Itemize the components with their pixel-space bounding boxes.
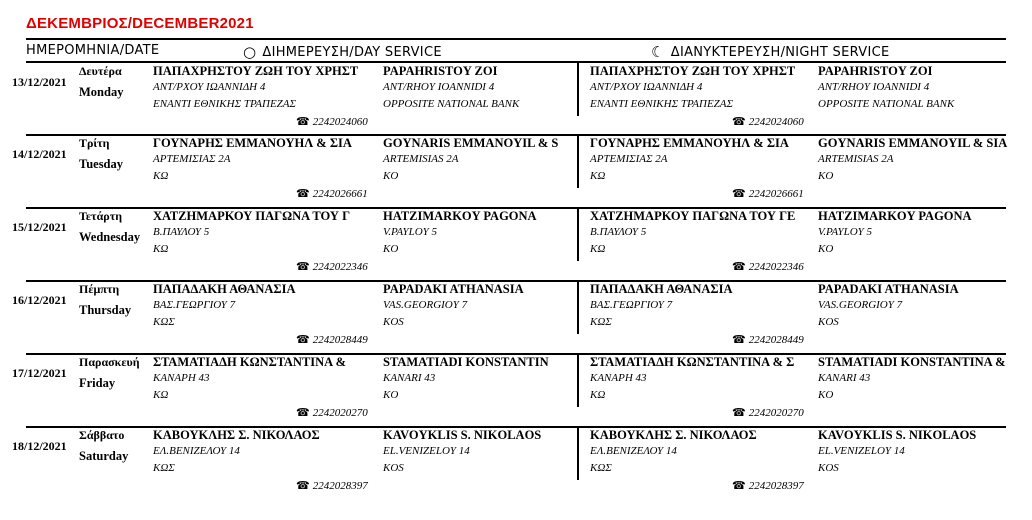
- phone-number: 2242024060: [748, 116, 804, 128]
- day-pharmacy-address-en: KANARI 43: [383, 372, 436, 384]
- column-divider: [577, 134, 579, 188]
- weekday-greek: Τρίτη: [79, 136, 110, 150]
- weekday-english: Friday: [79, 376, 116, 390]
- day-pharmacy-note-gr: ΚΩ: [153, 243, 169, 255]
- night-pharmacy-address-en: V.PAYLOY 5: [818, 226, 873, 238]
- weekday-greek: Παρασκευή: [79, 355, 140, 369]
- row-date: 14/12/2021: [12, 147, 67, 161]
- phone-icon: ☎: [732, 407, 746, 419]
- weekday-english: Thursday: [79, 303, 132, 317]
- weekday-greek: Τετάρτη: [79, 209, 123, 223]
- night-pharmacy-note-en: KOS: [818, 316, 839, 328]
- day-pharmacy-name-en: STAMATIADI KONSTANTIN: [383, 355, 549, 369]
- night-pharmacy-note-en: KO: [818, 389, 834, 401]
- night-pharmacy-note-gr: ΕΝΑΝΤΙ ΕΘΝΙΚΗΣ ΤΡΑΠΕΖΑΣ: [590, 98, 734, 110]
- night-pharmacy-note-en: KOS: [818, 462, 839, 474]
- phone-icon: ☎: [732, 480, 746, 492]
- day-pharmacy-name-gr: ΣΤΑΜΑΤΙΑΔΗ ΚΩΝΣΤΑΝΤΙΝΑ &: [153, 355, 347, 369]
- phone-number: 2242020270: [748, 407, 804, 419]
- phone-icon: ☎: [296, 407, 310, 419]
- night-pharmacy-address-en: ARTEMISIAS 2A: [818, 153, 894, 165]
- weekday-greek: Δευτέρα: [79, 64, 122, 78]
- phone-icon: ☎: [296, 334, 310, 346]
- day-pharmacy-address-en: ANT/RHOY IOANNIDI 4: [383, 81, 495, 93]
- column-divider: [577, 207, 579, 261]
- day-pharmacy-note-gr: ΚΩ: [153, 389, 169, 401]
- day-service-label: ΔΙΗΜΕΡΕΥΣΗ/DAY SERVICE: [262, 45, 442, 60]
- night-pharmacy-address-gr: ΕΛ.ΒΕΝΙΖΕΛΟΥ 14: [590, 445, 677, 457]
- column-divider: [577, 280, 579, 334]
- night-pharmacy-note-gr: ΚΩΣ: [590, 462, 612, 474]
- day-pharmacy-address-gr: ΑΝΤ/ΡΧΟΥ ΙΩΑΝΝΙΔΗ 4: [153, 81, 266, 93]
- phone-number: 2242024060: [312, 116, 368, 128]
- table-row: [0, 62, 1032, 132]
- phone-icon: ☎: [732, 116, 746, 128]
- phone-icon: ☎: [296, 116, 310, 128]
- day-pharmacy-name-en: PAPADAKI ATHANASIA: [383, 282, 524, 296]
- night-pharmacy-note-en: KO: [818, 243, 834, 255]
- night-pharmacy-phone: [732, 479, 804, 492]
- page-title: ΔΕΚΕΜΒΡΙΟΣ/DECEMBER2021: [26, 15, 254, 32]
- night-pharmacy-address-en: KANARI 43: [818, 372, 871, 384]
- row-date: 15/12/2021: [12, 220, 67, 234]
- weekday-english: Wednesday: [79, 230, 141, 244]
- night-pharmacy-note-gr: ΚΩ: [590, 170, 606, 182]
- day-pharmacy-name-gr: ΠΑΠΑΧΡΗΣΤΟΥ ΖΩΗ ΤΟΥ ΧΡΗΣΤ: [153, 64, 359, 78]
- day-pharmacy-phone: [296, 260, 368, 273]
- day-service-header: [243, 43, 442, 61]
- night-pharmacy-phone: [732, 260, 804, 273]
- night-pharmacy-name-gr: ΠΑΠΑΔΑΚΗ ΑΘΑΝΑΣΙΑ: [590, 282, 733, 296]
- day-pharmacy-note-en: KO: [383, 389, 399, 401]
- night-pharmacy-address-gr: Β.ΠΑΥΛΟΥ 5: [590, 226, 647, 238]
- night-pharmacy-address-gr: ΒΑΣ.ΓΕΩΡΓΙΟΥ 7: [590, 299, 673, 311]
- phone-number: 2242028449: [312, 334, 368, 346]
- table-row: [0, 353, 1032, 423]
- day-pharmacy-note-en: KO: [383, 170, 399, 182]
- night-pharmacy-address-en: EL.VENIZELOY 14: [818, 445, 905, 457]
- column-divider: [577, 426, 579, 480]
- day-pharmacy-note-en: OPPOSITE NATIONAL BANK: [383, 98, 520, 110]
- night-pharmacy-phone: [732, 115, 804, 128]
- day-pharmacy-phone: [296, 406, 368, 419]
- phone-number: 2242020270: [312, 407, 368, 419]
- night-pharmacy-address-en: VAS.GEORGIOY 7: [818, 299, 903, 311]
- day-pharmacy-note-gr: ΕΝΑΝΤΙ ΕΘΝΙΚΗΣ ΤΡΑΠΕΖΑΣ: [153, 98, 297, 110]
- phone-icon: ☎: [296, 188, 310, 200]
- day-pharmacy-note-gr: ΚΩ: [153, 170, 169, 182]
- night-pharmacy-name-gr: ΓΟΥΝΑΡΗΣ ΕΜΜΑΝΟΥΗΛ & ΣΙΑ: [590, 136, 789, 150]
- phone-icon: ☎: [732, 261, 746, 273]
- moon-icon: ☾: [651, 43, 665, 61]
- day-pharmacy-phone: [296, 333, 368, 346]
- phone-number: 2242026661: [312, 188, 368, 200]
- night-pharmacy-note-en: OPPOSITE NATIONAL BANK: [818, 98, 955, 110]
- phone-icon: ☎: [732, 188, 746, 200]
- weekday-greek: Σάββατο: [79, 428, 125, 442]
- table-row: [0, 134, 1032, 204]
- day-pharmacy-name-en: PAPAHRISTOY ZOI: [383, 64, 498, 78]
- night-pharmacy-address-en: ANT/RHOY IOANNIDI 4: [818, 81, 930, 93]
- table-row: [0, 280, 1032, 350]
- header-top-rule: [26, 38, 1006, 40]
- phone-number: 2242028397: [312, 480, 368, 492]
- table-row: [0, 207, 1032, 277]
- day-pharmacy-phone: [296, 115, 368, 128]
- day-pharmacy-phone: [296, 479, 368, 492]
- day-pharmacy-name-gr: ΚΑΒΟΥΚΛΗΣ Σ. ΝΙΚΟΛΑΟΣ: [153, 428, 320, 442]
- weekday-english: Monday: [79, 85, 124, 99]
- table-row: [0, 426, 1032, 496]
- day-pharmacy-address-gr: Β.ΠΑΥΛΟΥ 5: [153, 226, 210, 238]
- night-pharmacy-note-en: KO: [818, 170, 834, 182]
- night-pharmacy-name-en: HATZIMARKOY PAGONA: [818, 209, 972, 223]
- weekday-greek: Πέμπτη: [79, 282, 120, 296]
- day-pharmacy-phone: [296, 187, 368, 200]
- phone-icon: ☎: [296, 261, 310, 273]
- night-pharmacy-name-en: PAPADAKI ATHANASIA: [818, 282, 959, 296]
- night-pharmacy-address-gr: ΑΝΤ/ΡΧΟΥ ΙΩΑΝΝΙΔΗ 4: [590, 81, 703, 93]
- weekday-english: Saturday: [79, 449, 129, 463]
- phone-icon: ☎: [296, 480, 310, 492]
- night-service-label: ΔΙΑΝΥΚΤΕΡΕΥΣΗ/NIGHT SERVICE: [670, 45, 890, 60]
- night-pharmacy-name-gr: ΚΑΒΟΥΚΛΗΣ Σ. ΝΙΚΟΛΑΟΣ: [590, 428, 757, 442]
- row-date: 18/12/2021: [12, 439, 67, 453]
- day-pharmacy-name-gr: ΓΟΥΝΑΡΗΣ ΕΜΜΑΝΟΥΗΛ & ΣΙΑ: [153, 136, 352, 150]
- night-pharmacy-note-gr: ΚΩ: [590, 389, 606, 401]
- night-pharmacy-note-gr: ΚΩΣ: [590, 316, 612, 328]
- night-pharmacy-name-gr: ΣΤΑΜΑΤΙΑΔΗ ΚΩΝΣΤΑΝΤΙΝΑ & Σ: [590, 355, 795, 369]
- row-date: 16/12/2021: [12, 293, 67, 307]
- row-date: 17/12/2021: [12, 366, 67, 380]
- night-pharmacy-address-gr: ΑΡΤΕΜΙΣΙΑΣ 2Α: [590, 153, 668, 165]
- day-pharmacy-address-gr: ΑΡΤΕΜΙΣΙΑΣ 2Α: [153, 153, 231, 165]
- day-pharmacy-name-gr: ΧΑΤΖΗΜΑΡΚΟΥ ΠΑΓΩΝΑ ΤΟΥ Γ: [153, 209, 351, 223]
- night-pharmacy-phone: [732, 406, 804, 419]
- phone-icon: ☎: [732, 334, 746, 346]
- phone-number: 2242028449: [748, 334, 804, 346]
- day-pharmacy-name-en: GOYNARIS EMMANOYIL & S: [383, 136, 559, 150]
- day-pharmacy-address-en: VAS.GEORGIOY 7: [383, 299, 468, 311]
- day-pharmacy-note-en: KO: [383, 243, 399, 255]
- day-pharmacy-name-gr: ΠΑΠΑΔΑΚΗ ΑΘΑΝΑΣΙΑ: [153, 282, 296, 296]
- night-pharmacy-name-gr: ΧΑΤΖΗΜΑΡΚΟΥ ΠΑΓΩΝΑ ΤΟΥ ΓΕ: [590, 209, 796, 223]
- day-pharmacy-note-gr: ΚΩΣ: [153, 316, 175, 328]
- day-pharmacy-address-en: ARTEMISIAS 2A: [383, 153, 459, 165]
- night-pharmacy-name-en: GOYNARIS EMMANOYIL & SIA: [818, 136, 1008, 150]
- sun-icon: ○: [243, 43, 257, 61]
- night-pharmacy-note-gr: ΚΩ: [590, 243, 606, 255]
- night-pharmacy-name-gr: ΠΑΠΑΧΡΗΣΤΟΥ ΖΩΗ ΤΟΥ ΧΡΗΣΤ: [590, 64, 796, 78]
- phone-number: 2242022346: [748, 261, 804, 273]
- column-divider: [577, 62, 579, 116]
- phone-number: 2242026661: [748, 188, 804, 200]
- day-pharmacy-address-en: V.PAYLOY 5: [383, 226, 438, 238]
- day-pharmacy-address-en: EL.VENIZELOY 14: [383, 445, 470, 457]
- day-pharmacy-name-en: KAVOYKLIS S. NIKOLAOS: [383, 428, 542, 442]
- night-pharmacy-name-en: PAPAHRISTOY ZOI: [818, 64, 933, 78]
- night-service-header: [651, 43, 889, 61]
- night-pharmacy-phone: [732, 187, 804, 200]
- day-pharmacy-note-en: KOS: [383, 316, 404, 328]
- row-date: 13/12/2021: [12, 75, 67, 89]
- night-pharmacy-name-en: KAVOYKLIS S. NIKOLAOS: [818, 428, 977, 442]
- phone-number: 2242022346: [312, 261, 368, 273]
- day-pharmacy-name-en: HATZIMARKOY PAGONA: [383, 209, 537, 223]
- day-pharmacy-address-gr: ΒΑΣ.ΓΕΩΡΓΙΟΥ 7: [153, 299, 236, 311]
- day-pharmacy-note-en: KOS: [383, 462, 404, 474]
- day-pharmacy-address-gr: ΚΑΝΑΡΗ 43: [153, 372, 210, 384]
- night-pharmacy-address-gr: ΚΑΝΑΡΗ 43: [590, 372, 647, 384]
- night-pharmacy-phone: [732, 333, 804, 346]
- phone-number: 2242028397: [748, 480, 804, 492]
- day-pharmacy-address-gr: ΕΛ.ΒΕΝΙΖΕΛΟΥ 14: [153, 445, 240, 457]
- night-pharmacy-name-en: STAMATIADI KONSTANTINA &: [818, 355, 1006, 369]
- day-pharmacy-note-gr: ΚΩΣ: [153, 462, 175, 474]
- date-column-header: ΗΜΕΡΟΜΗΝΙΑ/DATE: [26, 43, 160, 58]
- column-divider: [577, 353, 579, 407]
- weekday-english: Tuesday: [79, 157, 124, 171]
